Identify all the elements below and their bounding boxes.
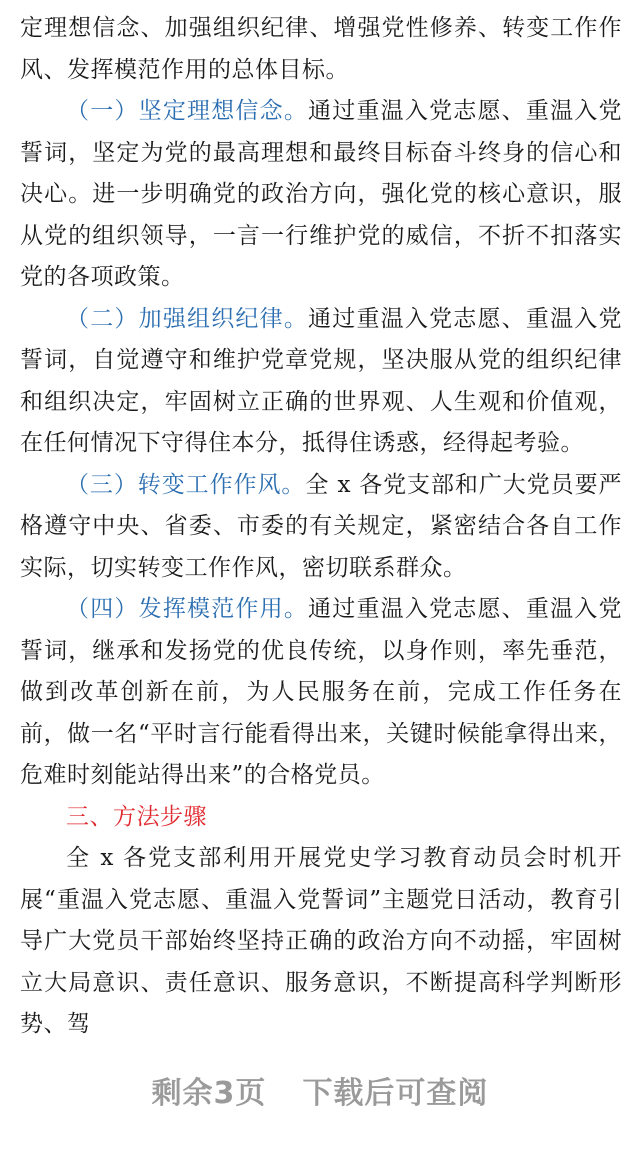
- paragraph-body: 全 x 各党支部和广大党员要严格遵守中央、省委、市委的有关规定，紧密结合各自工作实际，切实转变工作作风，密切联系群众。: [20, 471, 623, 581]
- paragraph-discipline: [20, 299, 622, 465]
- remaining-pages-label: 剩余3页: [151, 1076, 267, 1111]
- download-to-view-label: 下载后可查阅: [302, 1076, 489, 1111]
- paragraph-work-style: [20, 465, 622, 590]
- intro-paragraph: 定理想信念、加强组织纪律、增强党性修养、转变工作作风、发挥模范作用的总体目标。: [20, 15, 622, 83]
- paragraph-lead: （三）转变工作作风。: [66, 471, 306, 498]
- section-body-paragraph: 全 x 各党支部利用开展党史学习教育动员会时机开展“重温入党志愿、重温入党誓词”主题党日活动，教育引导广大党员干部始终坚持正确的政治方向不动摇，牢固树立大局意识、责任意识、服务意识，不断提高科学判断形势、驾: [20, 845, 622, 1037]
- paragraph-lead: （一）坚定理想信念。: [66, 98, 309, 124]
- paragraph-ideals: [20, 91, 622, 299]
- paragraph-lead: （四）发挥模范作用。: [66, 596, 309, 622]
- paragraph-body: 通过重温入党志愿、重温入党誓词，自觉遵守和维护党章党规，坚决服从党的组织纪律和组织决定，牢固树立正确的世界观、人生观和价值观，在任何情况下守得住本分，抵得住诱惑，经得起考验。: [20, 305, 623, 456]
- paragraph-body: 通过重温入党志愿、重温入党誓词，坚定为党的最高理想和最终目标奋斗终身的信心和决心。进一步明确党的政治方向，强化党的核心意识，服从党的组织领导，一言一行维护党的威信，不折不扣落实党的各项政策。: [20, 98, 623, 290]
- paragraph-lead: （二）加强组织纪律。: [66, 305, 309, 332]
- section-heading: 三、方法步骤: [66, 803, 207, 830]
- download-prompt[interactable]: [0, 1068, 640, 1112]
- paragraph-role-model: [20, 589, 622, 797]
- paragraph-body: 通过重温入党志愿、重温入党誓词，继承和发扬党的优良传统，以身作则，率先垂范，做到改革创新在前，为人民服务在前，完成工作任务在前，做一名“平时言行能看得出来，关键时候能拿得出来，危难时刻能站得出来”的合格党员。: [20, 596, 623, 788]
